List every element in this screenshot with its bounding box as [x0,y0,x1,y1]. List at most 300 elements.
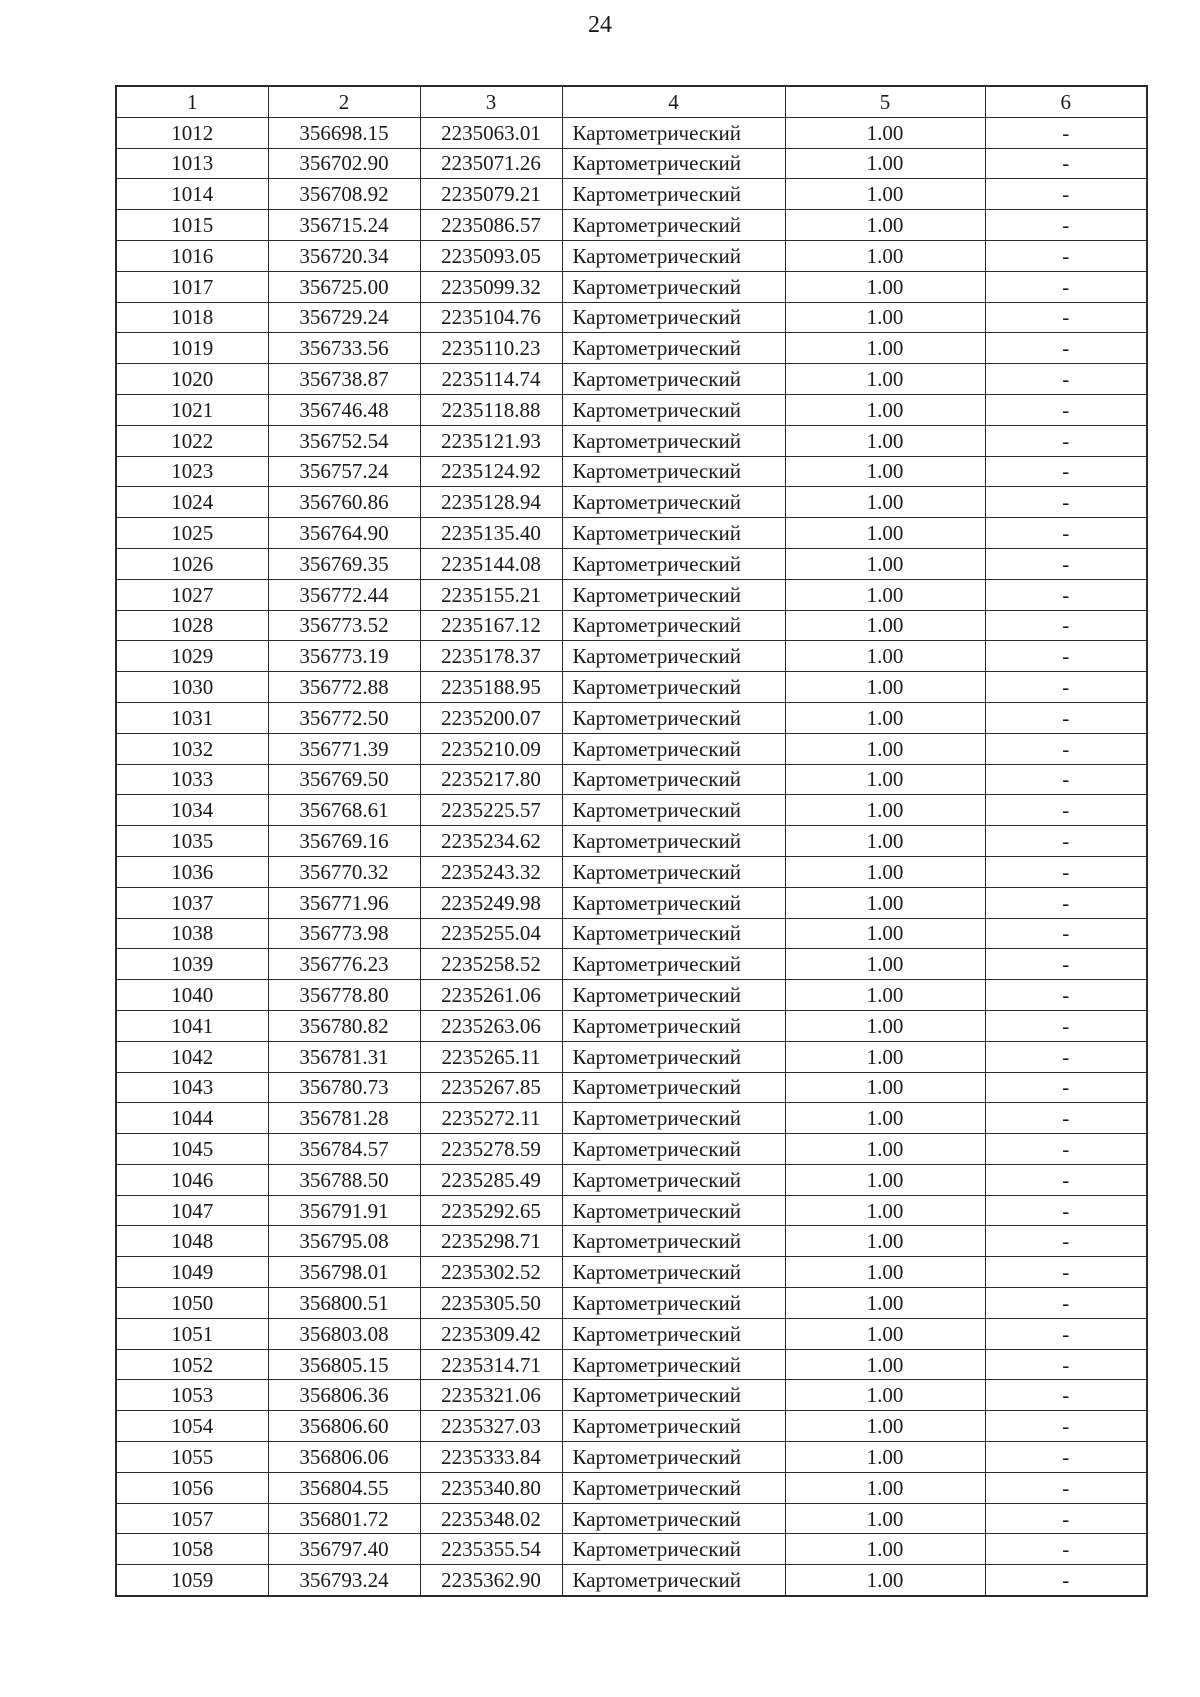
page-number: 24 [588,12,612,38]
table-row [116,1411,1147,1442]
accuracy-cell: 1.00 [785,918,985,949]
x-coordinate-cell: 356708.92 [268,179,420,210]
note-cell: - [985,610,1147,641]
note-cell: - [985,1411,1147,1442]
table-row [116,733,1147,764]
note-cell: - [985,826,1147,857]
table-row [116,1442,1147,1473]
accuracy-cell: 1.00 [785,1041,985,1072]
method-cell: Картометрический [562,641,785,672]
y-coordinate-cell: 2235110.23 [420,333,562,364]
point-number-cell: 1048 [116,1226,268,1257]
accuracy-cell: 1.00 [785,1164,985,1195]
x-coordinate-cell: 356769.16 [268,826,420,857]
table-row [116,1010,1147,1041]
x-coordinate-cell: 356760.86 [268,487,420,518]
y-coordinate-cell: 2235135.40 [420,518,562,549]
accuracy-cell: 1.00 [785,1411,985,1442]
method-cell: Картометрический [562,1503,785,1534]
method-cell: Картометрический [562,117,785,148]
y-coordinate-cell: 2235249.98 [420,887,562,918]
note-cell: - [985,333,1147,364]
accuracy-cell: 1.00 [785,579,985,610]
x-coordinate-cell: 356769.35 [268,548,420,579]
y-coordinate-cell: 2235261.06 [420,980,562,1011]
x-coordinate-cell: 356715.24 [268,210,420,241]
x-coordinate-cell: 356793.24 [268,1565,420,1596]
x-coordinate-cell: 356804.55 [268,1472,420,1503]
y-coordinate-cell: 2235258.52 [420,949,562,980]
method-cell: Картометрический [562,826,785,857]
point-number-cell: 1023 [116,456,268,487]
y-coordinate-cell: 2235314.71 [420,1349,562,1380]
method-cell: Картометрический [562,1349,785,1380]
x-coordinate-cell: 356780.82 [268,1010,420,1041]
point-number-cell: 1044 [116,1103,268,1134]
point-number-cell: 1045 [116,1134,268,1165]
y-coordinate-cell: 2235210.09 [420,733,562,764]
note-cell: - [985,302,1147,333]
note-cell: - [985,980,1147,1011]
point-number-cell: 1058 [116,1534,268,1565]
point-number-cell: 1047 [116,1195,268,1226]
y-coordinate-cell: 2235071.26 [420,148,562,179]
column-header: 2 [268,86,420,117]
table-row [116,672,1147,703]
accuracy-cell: 1.00 [785,518,985,549]
y-coordinate-cell: 2235362.90 [420,1565,562,1596]
point-number-cell: 1016 [116,240,268,271]
note-cell: - [985,425,1147,456]
x-coordinate-cell: 356806.36 [268,1380,420,1411]
table-row [116,1565,1147,1596]
table-row [116,1226,1147,1257]
x-coordinate-cell: 356800.51 [268,1288,420,1319]
method-cell: Картометрический [562,1195,785,1226]
point-number-cell: 1054 [116,1411,268,1442]
note-cell: - [985,1318,1147,1349]
y-coordinate-cell: 2235243.32 [420,856,562,887]
y-coordinate-cell: 2235128.94 [420,487,562,518]
method-cell: Картометрический [562,1318,785,1349]
accuracy-cell: 1.00 [785,887,985,918]
table-row [116,1134,1147,1165]
note-cell: - [985,918,1147,949]
y-coordinate-cell: 2235292.65 [420,1195,562,1226]
accuracy-cell: 1.00 [785,117,985,148]
note-cell: - [985,764,1147,795]
y-coordinate-cell: 2235348.02 [420,1503,562,1534]
accuracy-cell: 1.00 [785,826,985,857]
table-row [116,394,1147,425]
point-number-cell: 1020 [116,364,268,395]
table-row [116,179,1147,210]
x-coordinate-cell: 356768.61 [268,795,420,826]
table-row [116,148,1147,179]
point-number-cell: 1056 [116,1472,268,1503]
method-cell: Картометрический [562,425,785,456]
y-coordinate-cell: 2235234.62 [420,826,562,857]
table-row [116,764,1147,795]
point-number-cell: 1043 [116,1072,268,1103]
y-coordinate-cell: 2235093.05 [420,240,562,271]
table-row [116,333,1147,364]
method-cell: Картометрический [562,579,785,610]
y-coordinate-cell: 2235167.12 [420,610,562,641]
note-cell: - [985,1134,1147,1165]
y-coordinate-cell: 2235155.21 [420,579,562,610]
x-coordinate-cell: 356746.48 [268,394,420,425]
method-cell: Картометрический [562,1134,785,1165]
method-cell: Картометрический [562,1103,785,1134]
method-cell: Картометрический [562,240,785,271]
method-cell: Картометрический [562,1442,785,1473]
point-number-cell: 1059 [116,1565,268,1596]
y-coordinate-cell: 2235321.06 [420,1380,562,1411]
note-cell: - [985,1072,1147,1103]
x-coordinate-cell: 356771.96 [268,887,420,918]
x-coordinate-cell: 356806.06 [268,1442,420,1473]
note-cell: - [985,1103,1147,1134]
table-row [116,364,1147,395]
accuracy-cell: 1.00 [785,1349,985,1380]
note-cell: - [985,1565,1147,1596]
x-coordinate-cell: 356801.72 [268,1503,420,1534]
table-row [116,210,1147,241]
y-coordinate-cell: 2235200.07 [420,702,562,733]
y-coordinate-cell: 2235263.06 [420,1010,562,1041]
table-row [116,487,1147,518]
x-coordinate-cell: 356806.60 [268,1411,420,1442]
table-row [116,1257,1147,1288]
accuracy-cell: 1.00 [785,1226,985,1257]
y-coordinate-cell: 2235333.84 [420,1442,562,1473]
column-header: 6 [985,86,1147,117]
accuracy-cell: 1.00 [785,672,985,703]
method-cell: Картометрический [562,148,785,179]
y-coordinate-cell: 2235285.49 [420,1164,562,1195]
y-coordinate-cell: 2235340.80 [420,1472,562,1503]
accuracy-cell: 1.00 [785,1072,985,1103]
x-coordinate-cell: 356797.40 [268,1534,420,1565]
y-coordinate-cell: 2235144.08 [420,548,562,579]
accuracy-cell: 1.00 [785,1380,985,1411]
point-number-cell: 1013 [116,148,268,179]
method-cell: Картометрический [562,1534,785,1565]
accuracy-cell: 1.00 [785,548,985,579]
note-cell: - [985,1442,1147,1473]
y-coordinate-cell: 2235188.95 [420,672,562,703]
table-row [116,856,1147,887]
method-cell: Картометрический [562,1257,785,1288]
method-cell: Картометрический [562,1072,785,1103]
coordinates-table-body [116,86,1147,1596]
table-row [116,548,1147,579]
x-coordinate-cell: 356769.50 [268,764,420,795]
note-cell: - [985,1164,1147,1195]
y-coordinate-cell: 2235302.52 [420,1257,562,1288]
note-cell: - [985,795,1147,826]
y-coordinate-cell: 2235309.42 [420,1318,562,1349]
note-cell: - [985,1226,1147,1257]
y-coordinate-cell: 2235118.88 [420,394,562,425]
x-coordinate-cell: 356788.50 [268,1164,420,1195]
table-row [116,826,1147,857]
note-cell: - [985,1257,1147,1288]
note-cell: - [985,240,1147,271]
note-cell: - [985,856,1147,887]
y-coordinate-cell: 2235265.11 [420,1041,562,1072]
point-number-cell: 1038 [116,918,268,949]
point-number-cell: 1031 [116,702,268,733]
point-number-cell: 1035 [116,826,268,857]
note-cell: - [985,949,1147,980]
point-number-cell: 1014 [116,179,268,210]
point-number-cell: 1037 [116,887,268,918]
note-cell: - [985,702,1147,733]
method-cell: Картометрический [562,856,785,887]
method-cell: Картометрический [562,610,785,641]
x-coordinate-cell: 356780.73 [268,1072,420,1103]
point-number-cell: 1027 [116,579,268,610]
column-header: 3 [420,86,562,117]
note-cell: - [985,887,1147,918]
y-coordinate-cell: 2235114.74 [420,364,562,395]
table-row [116,1164,1147,1195]
method-cell: Картометрический [562,672,785,703]
accuracy-cell: 1.00 [785,733,985,764]
accuracy-cell: 1.00 [785,425,985,456]
y-coordinate-cell: 2235298.71 [420,1226,562,1257]
point-number-cell: 1052 [116,1349,268,1380]
y-coordinate-cell: 2235355.54 [420,1534,562,1565]
note-cell: - [985,1472,1147,1503]
note-cell: - [985,1010,1147,1041]
point-number-cell: 1026 [116,548,268,579]
note-cell: - [985,179,1147,210]
table-row [116,887,1147,918]
x-coordinate-cell: 356698.15 [268,117,420,148]
accuracy-cell: 1.00 [785,1010,985,1041]
method-cell: Картометрический [562,333,785,364]
x-coordinate-cell: 356795.08 [268,1226,420,1257]
method-cell: Картометрический [562,1472,785,1503]
note-cell: - [985,487,1147,518]
note-cell: - [985,641,1147,672]
table-header-row [116,86,1147,117]
point-number-cell: 1055 [116,1442,268,1473]
y-coordinate-cell: 2235305.50 [420,1288,562,1319]
x-coordinate-cell: 356720.34 [268,240,420,271]
x-coordinate-cell: 356770.32 [268,856,420,887]
note-cell: - [985,733,1147,764]
method-cell: Картометрический [562,394,785,425]
point-number-cell: 1012 [116,117,268,148]
accuracy-cell: 1.00 [785,240,985,271]
accuracy-cell: 1.00 [785,1503,985,1534]
table-row [116,702,1147,733]
y-coordinate-cell: 2235278.59 [420,1134,562,1165]
point-number-cell: 1049 [116,1257,268,1288]
accuracy-cell: 1.00 [785,1534,985,1565]
table-row [116,1380,1147,1411]
point-number-cell: 1046 [116,1164,268,1195]
method-cell: Картометрический [562,764,785,795]
note-cell: - [985,1041,1147,1072]
point-number-cell: 1034 [116,795,268,826]
point-number-cell: 1032 [116,733,268,764]
method-cell: Картометрический [562,1041,785,1072]
note-cell: - [985,548,1147,579]
point-number-cell: 1029 [116,641,268,672]
x-coordinate-cell: 356791.91 [268,1195,420,1226]
accuracy-cell: 1.00 [785,487,985,518]
x-coordinate-cell: 356752.54 [268,425,420,456]
table-row [116,1349,1147,1380]
x-coordinate-cell: 356781.31 [268,1041,420,1072]
note-cell: - [985,456,1147,487]
x-coordinate-cell: 356729.24 [268,302,420,333]
accuracy-cell: 1.00 [785,764,985,795]
table-row [116,641,1147,672]
method-cell: Картометрический [562,1380,785,1411]
table-row [116,456,1147,487]
accuracy-cell: 1.00 [785,271,985,302]
point-number-cell: 1039 [116,949,268,980]
point-number-cell: 1053 [116,1380,268,1411]
method-cell: Картометрический [562,1288,785,1319]
accuracy-cell: 1.00 [785,1195,985,1226]
accuracy-cell: 1.00 [785,364,985,395]
note-cell: - [985,210,1147,241]
table-row [116,795,1147,826]
x-coordinate-cell: 356803.08 [268,1318,420,1349]
y-coordinate-cell: 2235099.32 [420,271,562,302]
point-number-cell: 1019 [116,333,268,364]
point-number-cell: 1050 [116,1288,268,1319]
accuracy-cell: 1.00 [785,610,985,641]
method-cell: Картометрический [562,518,785,549]
note-cell: - [985,1380,1147,1411]
x-coordinate-cell: 356805.15 [268,1349,420,1380]
point-number-cell: 1057 [116,1503,268,1534]
x-coordinate-cell: 356757.24 [268,456,420,487]
table-row [116,1041,1147,1072]
y-coordinate-cell: 2235327.03 [420,1411,562,1442]
method-cell: Картометрический [562,702,785,733]
note-cell: - [985,518,1147,549]
table-row [116,980,1147,1011]
note-cell: - [985,394,1147,425]
table-row [116,302,1147,333]
y-coordinate-cell: 2235272.11 [420,1103,562,1134]
accuracy-cell: 1.00 [785,795,985,826]
x-coordinate-cell: 356772.88 [268,672,420,703]
table-row [116,579,1147,610]
accuracy-cell: 1.00 [785,980,985,1011]
method-cell: Картометрический [562,733,785,764]
note-cell: - [985,148,1147,179]
y-coordinate-cell: 2235086.57 [420,210,562,241]
x-coordinate-cell: 356738.87 [268,364,420,395]
x-coordinate-cell: 356798.01 [268,1257,420,1288]
accuracy-cell: 1.00 [785,333,985,364]
note-cell: - [985,1288,1147,1319]
accuracy-cell: 1.00 [785,1442,985,1473]
y-coordinate-cell: 2235124.92 [420,456,562,487]
method-cell: Картометрический [562,887,785,918]
point-number-cell: 1028 [116,610,268,641]
accuracy-cell: 1.00 [785,210,985,241]
method-cell: Картометрический [562,795,785,826]
table-row [116,425,1147,456]
x-coordinate-cell: 356771.39 [268,733,420,764]
point-number-cell: 1033 [116,764,268,795]
accuracy-cell: 1.00 [785,1257,985,1288]
y-coordinate-cell: 2235079.21 [420,179,562,210]
x-coordinate-cell: 356773.98 [268,918,420,949]
point-number-cell: 1030 [116,672,268,703]
column-header: 4 [562,86,785,117]
accuracy-cell: 1.00 [785,856,985,887]
y-coordinate-cell: 2235267.85 [420,1072,562,1103]
method-cell: Картометрический [562,271,785,302]
note-cell: - [985,1503,1147,1534]
x-coordinate-cell: 356702.90 [268,148,420,179]
x-coordinate-cell: 356773.52 [268,610,420,641]
y-coordinate-cell: 2235104.76 [420,302,562,333]
method-cell: Картометрический [562,980,785,1011]
table-row [116,1195,1147,1226]
note-cell: - [985,1534,1147,1565]
y-coordinate-cell: 2235217.80 [420,764,562,795]
point-number-cell: 1051 [116,1318,268,1349]
table-row [116,271,1147,302]
accuracy-cell: 1.00 [785,148,985,179]
x-coordinate-cell: 356773.19 [268,641,420,672]
column-header: 5 [785,86,985,117]
y-coordinate-cell: 2235225.57 [420,795,562,826]
accuracy-cell: 1.00 [785,1288,985,1319]
accuracy-cell: 1.00 [785,179,985,210]
accuracy-cell: 1.00 [785,1103,985,1134]
x-coordinate-cell: 356733.56 [268,333,420,364]
method-cell: Картометрический [562,179,785,210]
method-cell: Картометрический [562,487,785,518]
point-number-cell: 1018 [116,302,268,333]
method-cell: Картометрический [562,1565,785,1596]
method-cell: Картометрический [562,1411,785,1442]
point-number-cell: 1041 [116,1010,268,1041]
y-coordinate-cell: 2235121.93 [420,425,562,456]
table-row [116,1288,1147,1319]
accuracy-cell: 1.00 [785,302,985,333]
method-cell: Картометрический [562,1010,785,1041]
accuracy-cell: 1.00 [785,1318,985,1349]
table-row [116,1318,1147,1349]
accuracy-cell: 1.00 [785,949,985,980]
table-row [116,918,1147,949]
column-header: 1 [116,86,268,117]
note-cell: - [985,271,1147,302]
table-row [116,1103,1147,1134]
table-row [116,1503,1147,1534]
accuracy-cell: 1.00 [785,1565,985,1596]
method-cell: Картометрический [562,949,785,980]
accuracy-cell: 1.00 [785,456,985,487]
table-row [116,240,1147,271]
table-row [116,1472,1147,1503]
